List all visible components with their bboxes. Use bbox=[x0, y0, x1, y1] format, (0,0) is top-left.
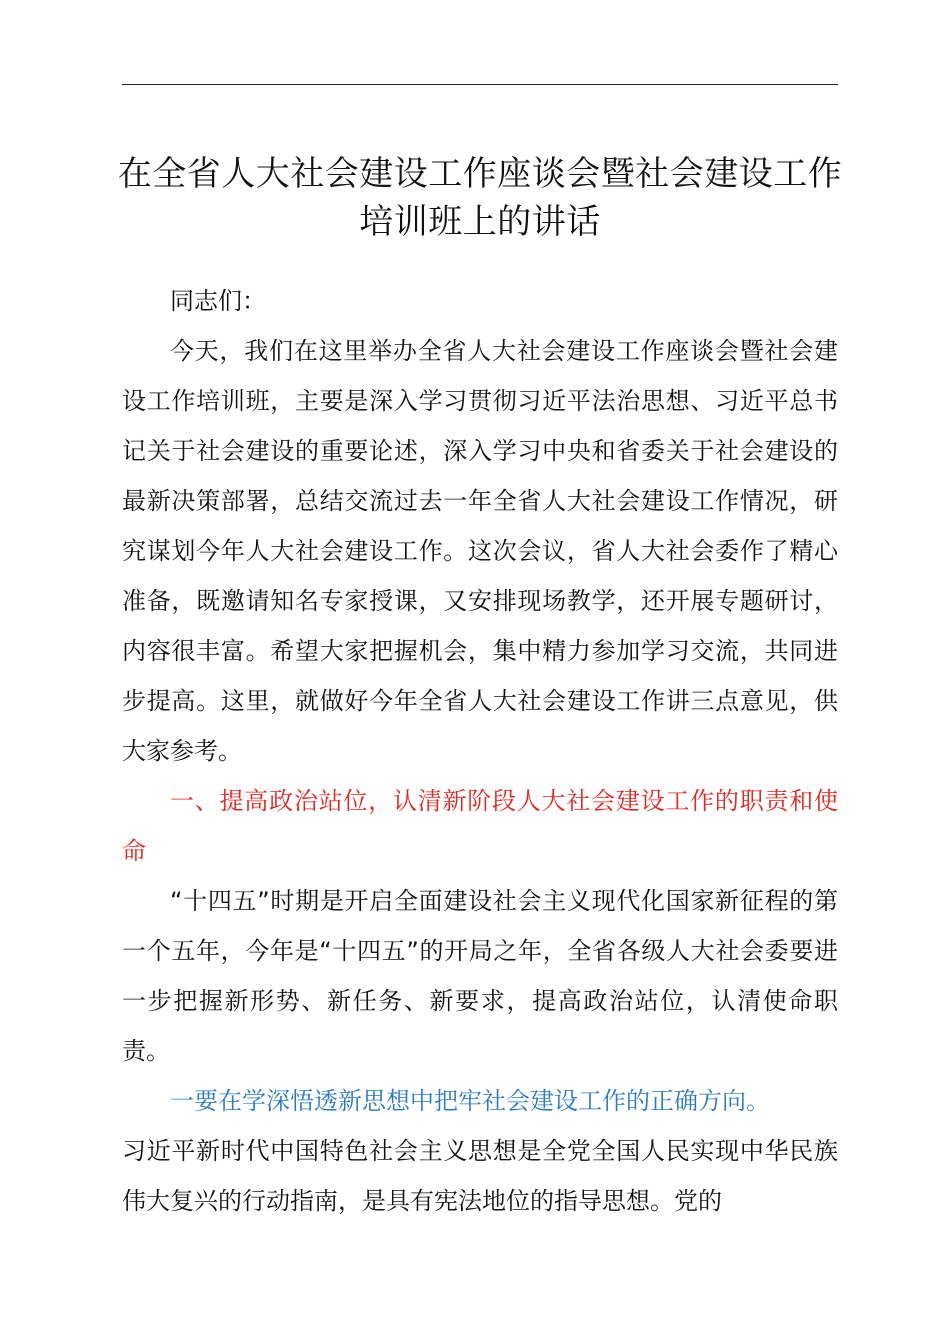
subheading-1: 一要在学深悟透新思想中把牢社会建设工作的正确方向。 bbox=[170, 1087, 770, 1115]
document-title: 在全省人大社会建设工作座谈会暨社会建设工作培训班上的讲话 bbox=[117, 154, 843, 242]
greeting: 同志们： bbox=[170, 287, 266, 315]
paragraph-intro: 今天，我们在这里举办全省人大社会建设工作座谈会暨社会建设工作培训班，主要是深入学习贯彻习近平法治思想、习近平总书记关于社会建设的重要论述，深入学习中央和省委关于社会建设的最新决策部署，总结交流过去一年全省人大社会建设工作情况，研究谋划今年人大社会建设工作。这次会议，省人大社会委作了精心准备，既邀请知名专家授课，又安排现场教学，还开展专题研讨，内容很丰富。希望大家把握机会，集中精力参加学习交流，共同进步提高。这里，就做好今年全省人大社会建设工作讲三点意见，供大家参考。 bbox=[122, 337, 838, 765]
section-heading-1: 一、提高政治站位，认清新阶段人大社会建设工作的职责和使命 bbox=[122, 787, 838, 865]
paragraph-subheading-1: 习近平新时代中国特色社会主义思想是全党全国人民实现中华民族伟大复兴的行动指南，是具有宪法地位的指导思想。党的 bbox=[122, 1137, 838, 1215]
header-rule bbox=[122, 84, 838, 85]
document-body bbox=[122, 276, 838, 1226]
paragraph-section-1: “十四五”时期是开启全面建设社会主义现代化国家新征程的第一个五年，今年是“十四五”的开局之年，全省各级人大社会委要进一步把握新形势、新任务、新要求，提高政治站位，认清使命职责。 bbox=[122, 887, 838, 1065]
